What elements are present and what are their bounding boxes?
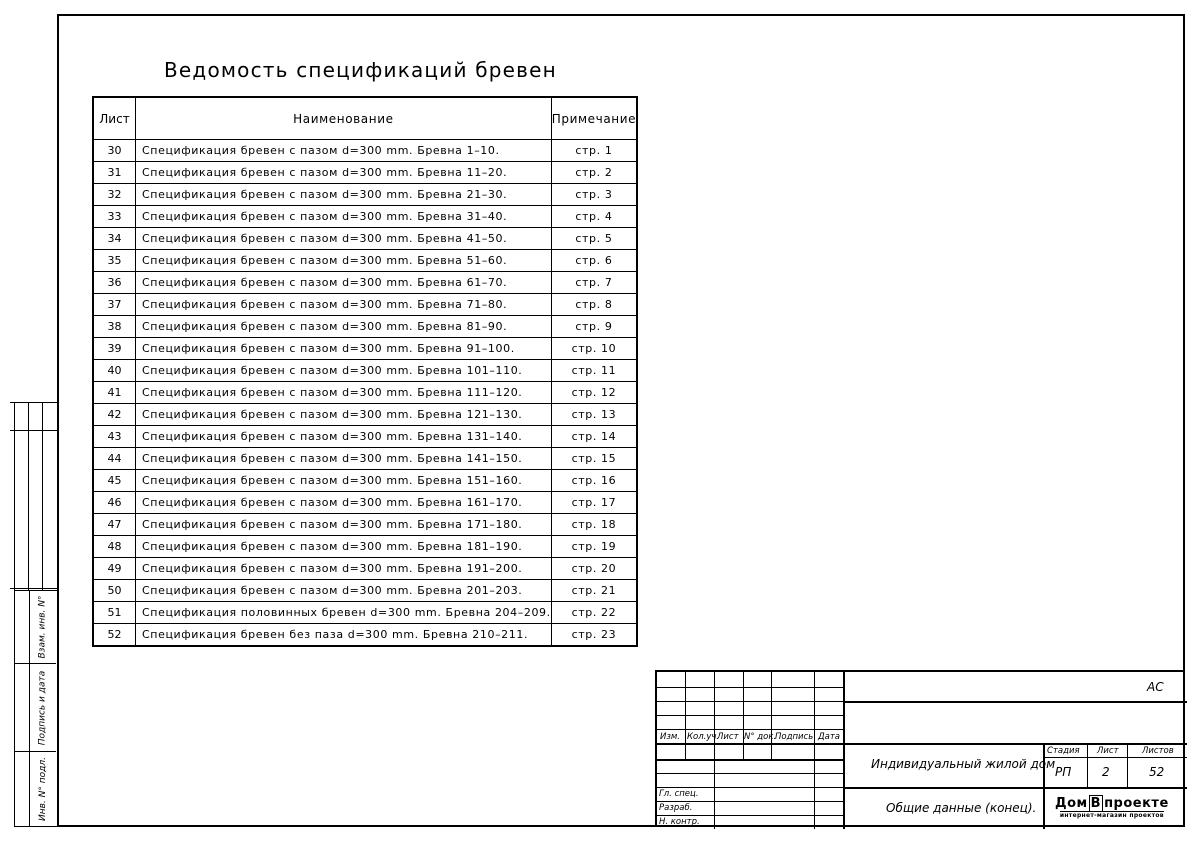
hdr-change: Изм.	[660, 732, 680, 742]
cell-sheet: 46	[93, 492, 136, 514]
cell-name: Спецификация бревен с пазом d=300 mm. Бревна 91–100.	[136, 338, 552, 360]
cell-sheet: 37	[93, 294, 136, 316]
cell-name: Спецификация бревен с пазом d=300 mm. Бревна 111–120.	[136, 382, 552, 404]
table-row	[93, 360, 637, 382]
cell-sheet: 50	[93, 580, 136, 602]
table-body	[93, 140, 637, 647]
company-logo	[1055, 796, 1169, 819]
hdr-signature: Подпись	[775, 732, 814, 742]
cell-note: стр. 4	[551, 206, 637, 228]
table-row	[93, 536, 637, 558]
cell-name: Спецификация бревен с пазом d=300 mm. Бревна 191–200.	[136, 558, 552, 580]
table-row	[93, 492, 637, 514]
table-row	[93, 250, 637, 272]
cell-note: стр. 7	[551, 272, 637, 294]
side-cell-signature-date	[15, 664, 56, 752]
title-block	[655, 670, 1185, 827]
cell-name: Спецификация бревен с пазом d=300 mm. Бревна 31–40.	[136, 206, 552, 228]
cell-note: стр. 21	[551, 580, 637, 602]
cell-sheet: 34	[93, 228, 136, 250]
header-note: Примечание	[551, 97, 637, 140]
cell-name: Спецификация бревен без паза d=300 mm. Бревна 210–211.	[136, 624, 552, 647]
cell-note: стр. 19	[551, 536, 637, 558]
side-stamp	[14, 590, 57, 827]
side-cell-replace-inv	[15, 591, 56, 664]
cell-note: стр. 2	[551, 162, 637, 184]
cell-note: стр. 17	[551, 492, 637, 514]
hdr-date: Дата	[818, 732, 841, 742]
cell-sheet: 51	[93, 602, 136, 624]
cell-name: Спецификация бревен с пазом d=300 mm. Бревна 161–170.	[136, 492, 552, 514]
logo-wordmark: Дом В проекте	[1055, 796, 1169, 811]
cell-note: стр. 1	[551, 140, 637, 162]
header-sheet: Лист	[93, 97, 136, 140]
cell-name: Спецификация бревен с пазом d=300 mm. Бревна 21–30.	[136, 184, 552, 206]
cell-note: стр. 9	[551, 316, 637, 338]
table-header-row	[93, 97, 637, 140]
cell-name: Спецификация бревен с пазом d=300 mm. Бревна 101–110.	[136, 360, 552, 382]
cell-note: стр. 11	[551, 360, 637, 382]
side-label-original-inv: Инв. N° подл.	[37, 757, 48, 821]
cell-note: стр. 23	[551, 624, 637, 647]
hdr-doc-no: N° док.	[744, 732, 777, 742]
table-row	[93, 140, 637, 162]
cell-sheet: 42	[93, 404, 136, 426]
cell-note: стр. 3	[551, 184, 637, 206]
cell-sheet: 40	[93, 360, 136, 382]
table-row	[93, 448, 637, 470]
role-norm-control: Н. контр.	[659, 817, 700, 827]
hdr-qty: Кол.уч.	[687, 732, 720, 742]
table-row	[93, 558, 637, 580]
cell-sheet: 43	[93, 426, 136, 448]
cell-sheet: 41	[93, 382, 136, 404]
document-title: Ведомость спецификаций бревен	[164, 58, 557, 82]
cell-note: стр. 15	[551, 448, 637, 470]
cell-name: Спецификация половинных бревен d=300 mm. Бревна 204–209.	[136, 602, 552, 624]
cell-name: Спецификация бревен с пазом d=300 mm. Бревна 151–160.	[136, 470, 552, 492]
table-row	[93, 294, 637, 316]
table-row	[93, 338, 637, 360]
hdr-sheet: Лист	[717, 732, 739, 742]
cell-sheet: 30	[93, 140, 136, 162]
side-cell-original-inv	[15, 752, 56, 826]
table-row	[93, 514, 637, 536]
cell-sheet: 39	[93, 338, 136, 360]
table-row	[93, 162, 637, 184]
cell-name: Спецификация бревен с пазом d=300 mm. Бревна 71–80.	[136, 294, 552, 316]
sheet-value: 2	[1102, 765, 1110, 779]
table-row	[93, 316, 637, 338]
sheet-title: Общие данные (конец).	[886, 801, 1037, 815]
table-row	[93, 624, 637, 647]
cell-sheet: 52	[93, 624, 136, 647]
cell-note: стр. 16	[551, 470, 637, 492]
cell-note: стр. 8	[551, 294, 637, 316]
cell-note: стр. 22	[551, 602, 637, 624]
cell-sheet: 35	[93, 250, 136, 272]
cell-note: стр. 5	[551, 228, 637, 250]
table-row	[93, 228, 637, 250]
cell-note: стр. 14	[551, 426, 637, 448]
cell-note: стр. 13	[551, 404, 637, 426]
table-row	[93, 602, 637, 624]
cell-sheet: 38	[93, 316, 136, 338]
role-developer: Разраб.	[659, 803, 693, 813]
role-chief-spec: Гл. спец.	[659, 789, 699, 799]
table-row	[93, 206, 637, 228]
sheets-value: 52	[1149, 765, 1165, 779]
cell-note: стр. 20	[551, 558, 637, 580]
cell-note: стр. 12	[551, 382, 637, 404]
cell-name: Спецификация бревен с пазом d=300 mm. Бревна 181–190.	[136, 536, 552, 558]
stage-label: Стадия	[1047, 746, 1080, 756]
sheet-label: Лист	[1097, 746, 1119, 756]
side-label-replace-inv: Взам. инв. N°	[37, 595, 48, 659]
cell-name: Спецификация бревен с пазом d=300 mm. Бревна 171–180.	[136, 514, 552, 536]
cell-sheet: 33	[93, 206, 136, 228]
cell-name: Спецификация бревен с пазом d=300 mm. Бревна 201–203.	[136, 580, 552, 602]
stage-value: РП	[1055, 765, 1072, 779]
table-row	[93, 470, 637, 492]
cell-name: Спецификация бревен с пазом d=300 mm. Бревна 61–70.	[136, 272, 552, 294]
table-row	[93, 184, 637, 206]
cell-sheet: 48	[93, 536, 136, 558]
cell-name: Спецификация бревен с пазом d=300 mm. Бревна 1–10.	[136, 140, 552, 162]
logo-tagline: интернет-магазин проектов	[1059, 812, 1164, 819]
cell-sheet: 36	[93, 272, 136, 294]
sheets-label: Листов	[1142, 746, 1174, 756]
side-strip-upper	[10, 402, 57, 590]
header-name: Наименование	[136, 97, 552, 140]
cell-sheet: 47	[93, 514, 136, 536]
cell-sheet: 32	[93, 184, 136, 206]
cell-name: Спецификация бревен с пазом d=300 mm. Бревна 141–150.	[136, 448, 552, 470]
cell-name: Спецификация бревен с пазом d=300 mm. Бревна 51–60.	[136, 250, 552, 272]
project-code: АС	[1147, 680, 1164, 694]
cell-name: Спецификация бревен с пазом d=300 mm. Бревна 11–20.	[136, 162, 552, 184]
table-row	[93, 382, 637, 404]
cell-sheet: 44	[93, 448, 136, 470]
cell-note: стр. 10	[551, 338, 637, 360]
cell-note: стр. 6	[551, 250, 637, 272]
table-row	[93, 426, 637, 448]
cell-sheet: 31	[93, 162, 136, 184]
table-row	[93, 580, 637, 602]
cell-name: Спецификация бревен с пазом d=300 mm. Бревна 131–140.	[136, 426, 552, 448]
specification-table	[92, 96, 638, 647]
cell-name: Спецификация бревен с пазом d=300 mm. Бревна 41–50.	[136, 228, 552, 250]
cell-sheet: 49	[93, 558, 136, 580]
cell-note: стр. 18	[551, 514, 637, 536]
cell-sheet: 45	[93, 470, 136, 492]
cell-name: Спецификация бревен с пазом d=300 mm. Бревна 81–90.	[136, 316, 552, 338]
table-row	[93, 272, 637, 294]
cell-name: Спецификация бревен с пазом d=300 mm. Бревна 121–130.	[136, 404, 552, 426]
project-name: Индивидуальный жилой дом	[871, 757, 1056, 771]
side-label-signature-date: Подпись и дата	[37, 670, 48, 745]
table-row	[93, 404, 637, 426]
